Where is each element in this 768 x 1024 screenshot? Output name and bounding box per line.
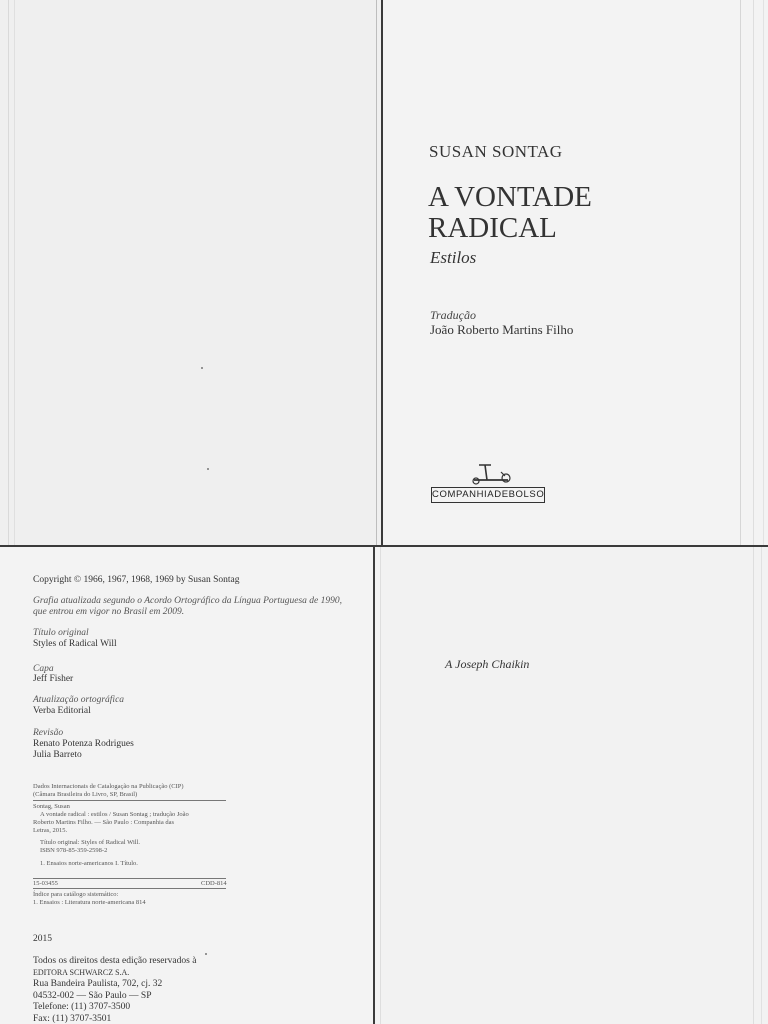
copyright-page [0,547,373,1024]
page-fold-line [376,0,377,545]
publication-year: 2015 [33,934,52,944]
original-title: Styles of Radical Will [33,639,117,649]
book-title-line-1: A VONTADE [428,181,592,213]
revision-value-2: Julia Barreto [33,750,82,760]
title-page [383,0,768,545]
translation-label: Tradução [430,308,477,322]
publisher-logo-text: COMPANHIADEBOLSO [431,487,545,503]
scan-line [14,0,15,545]
cip-rule [33,800,226,801]
orthography-note-line-2: que entrou em vigor no Brasil em 2009. [33,607,185,617]
dedication-text: A Joseph Chaikin [445,657,530,671]
copyright-line: Copyright © 1966, 1967, 1968, 1969 by Susan Sontag [33,575,240,585]
cip-index-entry: 1. Ensaios : Literatura norte-americana 814 [33,899,146,906]
cip-entry: Roberto Martins Filho. — São Paulo : Companhia das [33,819,175,826]
scan-speck [205,953,207,955]
rights-line-2: EDITORA SCHWARCZ S.A. [33,968,130,977]
cip-rule [33,888,226,889]
translator-name: João Roberto Martins Filho [430,322,574,337]
ortho-update-label: Atualização ortográfica [33,695,125,705]
cip-entry: Sontag, Susan [33,803,70,810]
cip-entry: Letras, 2015. [33,827,68,834]
book-title [428,182,592,244]
cip-entry: 1. Ensaios norte-americanos I. Título. [40,860,138,867]
scan-line [761,547,762,1024]
address-line-2: 04532-002 — São Paulo — SP [33,991,152,1001]
book-title-line-2: RADICAL [428,212,557,244]
page-separator-vertical-bottom [373,547,375,1024]
dedication-page [375,547,768,1024]
page-separator-vertical-top [381,0,383,545]
scan-line [753,0,754,545]
page-separator-horizontal [0,545,768,547]
scan-line [380,547,381,1024]
author-name: SUSAN SONTAG [429,142,563,161]
scan-line [753,547,754,1024]
cip-cdd: CDD-814 [201,880,227,887]
scan-line [8,0,9,545]
rights-line-1: Todos os direitos desta edição reservados à [33,956,197,966]
cip-index-label: Índice para catálogo sistemático: [33,891,119,898]
fax-line: Fax: (11) 3707-3501 [33,1014,112,1024]
scan-line [763,0,764,545]
ortho-update-value: Verba Editorial [33,706,91,716]
cip-header-2: (Câmara Brasileira do Livro, SP, Brasil) [33,791,138,798]
revision-value-1: Renato Potenza Rodrigues [33,739,134,749]
cip-number: 15-03455 [33,880,58,887]
cip-entry: ISBN 978-85-359-2598-2 [40,847,108,854]
scan-speck [207,468,209,470]
cover-value: Jeff Fisher [33,674,74,684]
revision-label: Revisão [33,728,64,738]
phone-line: Telefone: (11) 3707-3500 [33,1002,131,1012]
cip-header-1: Dados Internacionais de Catalogação na Publicação (CIP) [33,783,184,790]
blank-page-top-left [0,0,381,545]
orthography-note-line-1: Grafia atualizada segundo o Acordo Ortográfico da Língua Portuguesa de 1990, [33,596,343,606]
cip-entry: A vontade radical : estilos / Susan Sontag ; tradução João [40,811,189,818]
scan-speck [201,367,203,369]
publisher-logo-mark [461,462,521,486]
address-line-1: Rua Bandeira Paulista, 702, cj. 32 [33,979,163,989]
cip-entry: Título original: Styles of Radical Will. [40,839,140,846]
cip-rule [33,878,226,879]
book-subtitle: Estilos [430,248,477,267]
cover-label: Capa [33,664,54,674]
scan-line [740,0,741,545]
original-title-label: Título original [33,628,89,638]
